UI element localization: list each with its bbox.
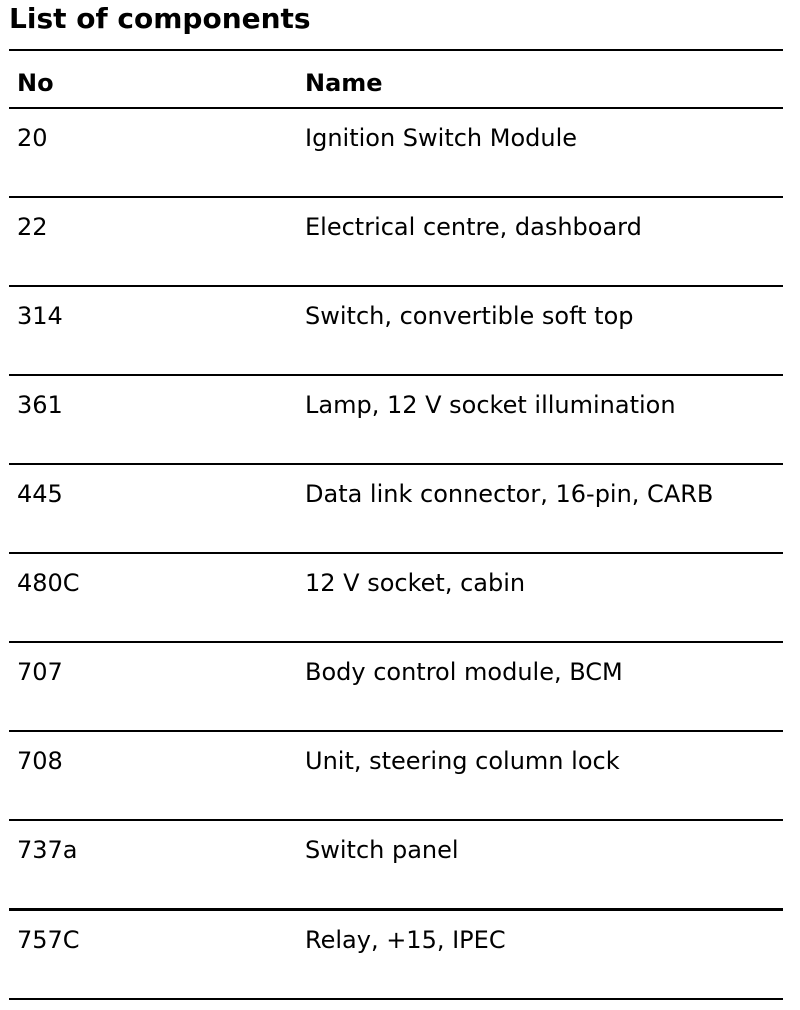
table-row — [9, 732, 783, 819]
table-row — [9, 911, 783, 998]
table-row — [9, 643, 783, 730]
table-row — [9, 109, 783, 196]
row-name: Body control module, BCM — [305, 658, 623, 686]
divider — [9, 998, 783, 1000]
row-name: Switch panel — [305, 836, 459, 864]
table-row — [9, 554, 783, 641]
page-title: List of components — [9, 2, 311, 35]
row-name: Unit, steering column lock — [305, 747, 620, 775]
column-header-no: No — [17, 69, 54, 97]
components-table — [9, 49, 783, 1000]
row-name: Lamp, 12 V socket illumination — [305, 391, 676, 419]
row-name: Switch, convertible soft top — [305, 302, 634, 330]
row-no: 445 — [17, 480, 63, 508]
row-no: 707 — [17, 658, 63, 686]
row-name: Electrical centre, dashboard — [305, 213, 642, 241]
row-no: 22 — [17, 213, 48, 241]
row-no: 757C — [17, 926, 80, 954]
table-header — [9, 51, 783, 107]
row-no: 361 — [17, 391, 63, 419]
row-no: 314 — [17, 302, 63, 330]
row-no: 737a — [17, 836, 78, 864]
row-name: 12 V socket, cabin — [305, 569, 526, 597]
table-row — [9, 287, 783, 374]
row-name: Data link connector, 16-pin, CARB — [305, 480, 714, 508]
table-row — [9, 465, 783, 552]
row-no: 480C — [17, 569, 80, 597]
row-name: Relay, +15, IPEC — [305, 926, 506, 954]
table-row — [9, 376, 783, 463]
row-no: 20 — [17, 124, 48, 152]
row-no: 708 — [17, 747, 63, 775]
table-row — [9, 198, 783, 285]
row-name: Ignition Switch Module — [305, 124, 578, 152]
table-row — [9, 821, 783, 908]
column-header-name: Name — [305, 69, 383, 97]
